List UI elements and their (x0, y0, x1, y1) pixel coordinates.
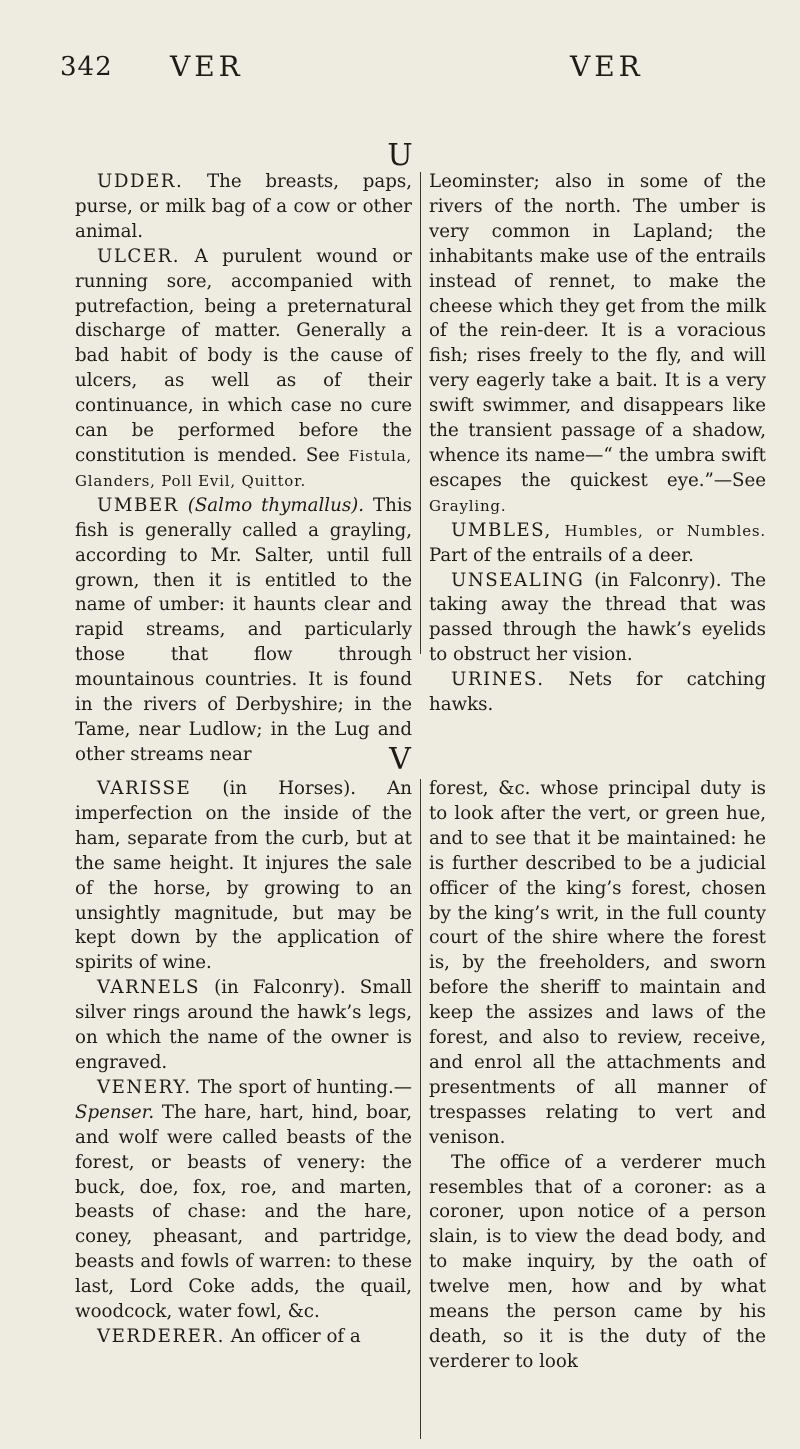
entry-verderer (75, 1325, 412, 1350)
citation: Spenser. (75, 1101, 155, 1123)
entry-ulcer (75, 245, 412, 494)
entry-unsealing (429, 569, 766, 669)
entry-verderer-office (429, 1151, 766, 1375)
entry-umber-continued (429, 170, 766, 519)
entry-text: The office of a verderer much resembles that of a coroner: as a coroner, upon notice of a person slain, is to view the dead body, and to make inquiry, by the oath of twelve men, how and by what means the person came by his death, so it is the duty of the verderer to look (429, 1151, 766, 1372)
entry-text: (in Falconry). The taking away the thread that was passed through the hawk’s eyelids to obstruct her vision. (429, 569, 766, 666)
entry-umbles (429, 519, 766, 569)
running-head-left: VER (170, 50, 244, 83)
headword: VARISSE (97, 778, 192, 799)
entry-text: The hare, hart, hind, boar, and wolf were called beasts of the forest, or beasts of venery: the buck, doe, fox, roe, and marten, beasts of chase: and the hare, coney, pheasant, and partridge, beasts and fowls of warren: to these last, Lord Coke adds, the quail, woodcock, water fowl, &c. (75, 1101, 412, 1323)
entry-text: An officer of a (224, 1325, 361, 1347)
latin-name: (Salmo thymallus). (178, 494, 365, 516)
section-u-columns (75, 170, 775, 765)
entry-text: Part of the entrails of a deer. (429, 544, 694, 566)
entry-text: Leominster; also in some of the rivers of the north. The umber is very common in Lapland; the inhabitants make use of the entrails instead of rennet, to make the cheese which they get from the milk of the rein-deer. It is a voracious fish; rises freely to the fly, and will very eagerly take a bait. It is a very swift swimmer, and disappears like the transient passage of a shadow, whence its name—“ the umbra swift escapes the quickest eye.”—See (429, 171, 766, 491)
headword: VARNELS (97, 977, 200, 999)
cross-reference: Fistula, Glanders, Poll Evil, Quittor. (75, 446, 412, 490)
section-u-right-column (421, 170, 766, 716)
entry-venery (75, 1076, 412, 1325)
entry-udder (75, 170, 412, 245)
entry-text: The sport of hunting.— (191, 1076, 412, 1098)
section-letter-u: U (387, 138, 413, 173)
headword: ULCER. (97, 245, 181, 267)
running-head (60, 48, 760, 88)
entry-varisse (75, 777, 412, 976)
page-number: 342 (60, 52, 113, 82)
entry-text: This fish is generally called a grayling, according to Mr. Salter, until full grown, then it is entitled to the name of umber: it haunts clear and rapid streams, and particularly those that flow through mountainous countries. It is found in the rivers of Derbyshire; in the Tame, near Ludlow; in the Lug and other streams near (75, 494, 413, 765)
section-letter-v: V (389, 742, 411, 777)
entry-text: The breasts, paps, purse, or milk bag of a cow or other animal. (75, 171, 412, 242)
section-v-right-column (421, 777, 766, 1441)
entry-text: forest, &c. whose principal duty is to look after the vert, or green hue, and to see that it be maintained: he is further described to be a judicial officer of the king’s forest, chosen by the king’s writ, in the full county court of the shire where the forest is, by the freeholders, and sworn before the sheriff to maintain and keep the assizes and laws of the forest, and also to review, receive, and enrol all the attachments and presentments of all manner of trespasses relating to vert and venison. (429, 778, 766, 1148)
headword: UMBER (97, 494, 179, 516)
headword: UMBLES, (451, 519, 552, 541)
variant-forms: Humbles, or Numbles. (551, 521, 766, 540)
headword: VENERY. (97, 1076, 192, 1098)
entry-verderer-continued (429, 777, 766, 1151)
running-head-right: VER (570, 50, 644, 83)
section-u-left-column (75, 170, 420, 765)
entry-text: (in Falconry). Small silver rings around the hawk’s legs, on which the name of the owner is engraved. (75, 977, 412, 1073)
entry-text: Nets for catching hawks. (429, 669, 766, 716)
section-v-columns (75, 777, 775, 1441)
entry-umber (75, 494, 412, 768)
headword: URINES. (451, 669, 545, 691)
cross-reference: Grayling. (429, 496, 507, 515)
section-v-left-column (75, 777, 420, 1441)
entry-varnels (75, 976, 412, 1076)
headword: UNSEALING (451, 569, 585, 591)
headword: VERDERER. (97, 1325, 225, 1347)
headword: UDDER. (97, 171, 184, 192)
entry-text: (in Horses). An imperfection on the inside of the ham, separate from the curb, but at the same height. It injures the sale of the horse, by growing to an unsightly magnitude, but may be kept down by the application of spirits of wine. (75, 778, 412, 974)
entry-text: A purulent wound or running sore, accompanied with putrefaction, being a preternatural discharge of matter. Generally a bad habit of body is the cause of ulcers, as well as of their continuance, in which case no cure can be performed before the constitution is mended. See (75, 245, 412, 466)
entry-urines (429, 668, 766, 718)
